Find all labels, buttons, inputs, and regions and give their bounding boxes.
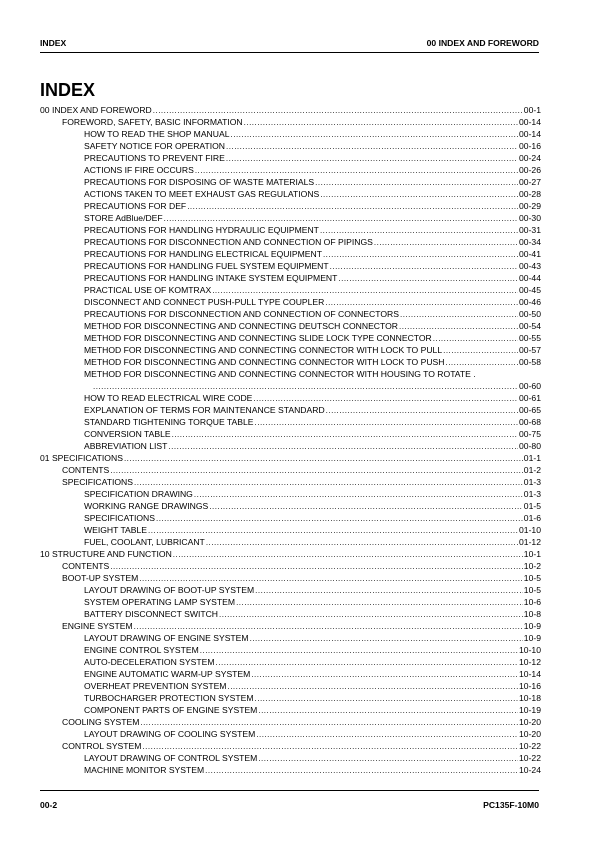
toc-entry-page: 00-28	[519, 188, 541, 199]
dot-leader	[445, 357, 518, 368]
dot-leader	[258, 753, 518, 764]
toc-entry-title: TURBOCHARGER PROTECTION SYSTEM	[84, 692, 254, 703]
toc-entry-page: 00-14	[519, 116, 541, 127]
toc-entry-page: 00-60	[519, 380, 541, 391]
toc-entry[interactable]	[40, 620, 541, 632]
dot-leader	[226, 153, 518, 164]
toc-entry-title: FUEL, COOLANT, LUBRICANT	[84, 536, 205, 547]
toc-entry-page: 00-65	[519, 404, 541, 415]
toc-entry-page: 10-24	[519, 764, 541, 775]
toc-entry-title: HOW TO READ THE SHOP MANUAL	[84, 128, 230, 139]
dot-leader	[194, 489, 523, 500]
toc-entry[interactable]	[40, 128, 541, 140]
toc-entry[interactable]	[40, 764, 541, 776]
dot-leader	[330, 261, 518, 272]
toc-entry-title: ACTIONS IF FIRE OCCURS	[84, 164, 194, 175]
toc-entry[interactable]	[40, 188, 541, 200]
toc-entry-page: 00-43	[519, 260, 541, 271]
toc-entry-page: 00-45	[519, 284, 541, 295]
toc-entry-page: 10-22	[519, 740, 541, 751]
toc-entry[interactable]	[40, 488, 541, 500]
toc-entry[interactable]	[40, 224, 541, 236]
toc-entry-page: 00-54	[519, 320, 541, 331]
dot-leader	[93, 381, 518, 392]
toc-entry-title: PRECAUTIONS FOR DEF	[84, 200, 187, 211]
dot-leader	[433, 333, 518, 344]
toc-entry[interactable]	[40, 596, 541, 608]
toc-entry[interactable]	[40, 476, 541, 488]
dot-leader	[140, 717, 518, 728]
toc-entry-title: ACTIONS TAKEN TO MEET EXHAUST GAS REGULATIONS	[84, 188, 320, 199]
dot-leader	[399, 321, 518, 332]
footer-model-code: PC135F-10M0	[483, 800, 539, 810]
toc-entry[interactable]	[40, 548, 541, 560]
toc-entry-page: 00-58	[519, 356, 541, 367]
dot-leader	[400, 309, 518, 320]
toc-entry[interactable]	[40, 296, 541, 308]
dot-leader	[236, 597, 523, 608]
toc-entry[interactable]	[40, 164, 541, 176]
toc-entry-page: 00-61	[519, 392, 541, 403]
toc-entry-page: 00-1	[523, 104, 541, 115]
dot-leader	[212, 285, 518, 296]
toc-entry-title: LAYOUT DRAWING OF ENGINE SYSTEM	[84, 632, 249, 643]
toc-entry-title: OVERHEAT PREVENTION SYSTEM	[84, 680, 227, 691]
toc-entry-title: ENGINE CONTROL SYSTEM	[84, 644, 199, 655]
header-left: INDEX	[40, 38, 67, 48]
dot-leader	[134, 477, 523, 488]
toc-entry-title: METHOD FOR DISCONNECTING AND CONNECTING CONNECTOR WITH LOCK TO PULL	[84, 344, 443, 355]
toc-entry[interactable]	[40, 716, 541, 728]
toc-entry-page: 10-14	[519, 668, 541, 679]
toc-entry[interactable]	[40, 404, 541, 416]
toc-entry[interactable]	[40, 392, 541, 404]
toc-entry-title: CONTENTS	[62, 464, 110, 475]
toc-entry-title: WEIGHT TABLE	[84, 524, 148, 535]
toc-entry-title: STANDARD TIGHTENING TORQUE TABLE	[84, 416, 254, 427]
dot-leader	[315, 177, 518, 188]
dot-leader	[124, 453, 523, 464]
toc-entry-title: PRACTICAL USE OF KOMTRAX	[84, 284, 212, 295]
toc-entry-title: STORE AdBlue/DEF	[84, 212, 163, 223]
toc-entry[interactable]	[40, 152, 541, 164]
toc-entry-title: COMPONENT PARTS OF ENGINE SYSTEM	[84, 704, 258, 715]
toc-entry-page: 10-8	[523, 608, 541, 619]
dot-leader	[209, 501, 523, 512]
toc-entry[interactable]	[40, 632, 541, 644]
dot-leader	[153, 105, 523, 116]
toc-entry-title: ENGINE AUTOMATIC WARM-UP SYSTEM	[84, 668, 251, 679]
footer-page-number: 00-2	[40, 800, 58, 810]
page-header	[40, 38, 539, 48]
toc-entry-title: PRECAUTIONS FOR HANDLING HYDRAULIC EQUIPMENT	[84, 224, 319, 235]
toc-entry[interactable]	[40, 692, 541, 704]
toc-entry-title: SPECIFICATIONS	[62, 476, 133, 487]
dot-leader	[255, 693, 519, 704]
toc-entry[interactable]	[40, 584, 541, 596]
toc-entry-page: 01-2	[523, 464, 541, 475]
toc-entry[interactable]	[40, 104, 541, 116]
dot-leader	[164, 213, 518, 224]
toc-entry[interactable]	[40, 200, 541, 212]
toc-entry[interactable]	[40, 116, 541, 128]
toc-entry-title: BOOT-UP SYSTEM	[62, 572, 139, 583]
toc-entry-title: 01 SPECIFICATIONS	[40, 452, 123, 463]
toc-entry[interactable]	[40, 248, 541, 260]
toc-entry-title: WORKING RANGE DRAWINGS	[84, 500, 209, 511]
toc-entry-title: METHOD FOR DISCONNECTING AND CONNECTING CONNECTOR WITH LOCK TO PUSH	[84, 356, 445, 367]
toc-entry-title: BATTERY DISCONNECT SWITCH	[84, 608, 219, 619]
toc-entry-title: ENGINE SYSTEM	[62, 620, 133, 631]
toc-entry[interactable]	[40, 572, 541, 584]
toc-entry-page: 10-9	[523, 620, 541, 631]
toc-entry-page: 10-6	[523, 596, 541, 607]
toc-entry-page: 10-12	[519, 656, 541, 667]
toc-entry-title: PRECAUTIONS FOR HANDLING ELECTRICAL EQUIPMENT	[84, 248, 322, 259]
toc-entry-title: FOREWORD, SAFETY, BASIC INFORMATION	[62, 116, 243, 127]
toc-entry-title: SYSTEM OPERATING LAMP SYSTEM	[84, 596, 236, 607]
toc-entry-title: PRECAUTIONS FOR DISPOSING OF WASTE MATERIALS	[84, 176, 315, 187]
toc-entry[interactable]	[40, 668, 541, 680]
dot-leader	[156, 513, 523, 524]
toc-entry-page: 10-19	[519, 704, 541, 715]
toc-entry-title: CONTROL SYSTEM	[62, 740, 142, 751]
toc-entry-page: 01-1	[523, 452, 541, 463]
toc-entry-page: 10-16	[519, 680, 541, 691]
toc-entry[interactable]	[40, 368, 541, 380]
toc-entry-page: 00-80	[519, 440, 541, 451]
dot-leader	[148, 525, 518, 536]
toc-entry[interactable]	[40, 536, 541, 548]
toc-entry-title: SPECIFICATIONS	[84, 512, 155, 523]
toc-entry[interactable]	[40, 344, 541, 356]
table-of-contents	[40, 104, 541, 776]
toc-entry[interactable]	[40, 236, 541, 248]
dot-leader	[253, 393, 518, 404]
toc-entry-title: PRECAUTIONS FOR HANDLING INTAKE SYSTEM EQUIPMENT	[84, 272, 338, 283]
toc-entry[interactable]	[40, 680, 541, 692]
dot-leader	[110, 465, 523, 476]
toc-entry-title: 00 INDEX AND FOREWORD	[40, 104, 152, 115]
toc-entry-page: 00-29	[519, 200, 541, 211]
dot-leader	[231, 129, 519, 140]
toc-entry-title: METHOD FOR DISCONNECTING AND CONNECTING SLIDE LOCK TYPE CONNECTOR	[84, 332, 432, 343]
toc-entry-title: SAFETY NOTICE FOR OPERATION	[84, 140, 226, 151]
toc-entry-title: METHOD FOR DISCONNECTING AND CONNECTING CONNECTOR WITH HOUSING TO ROTATE .	[84, 368, 476, 379]
toc-entry[interactable]	[40, 740, 541, 752]
toc-entry-page: 00-14	[519, 128, 541, 139]
toc-entry[interactable]	[40, 176, 541, 188]
toc-entry-title: AUTO-DECELERATION SYSTEM	[84, 656, 215, 667]
dot-leader	[187, 201, 518, 212]
toc-entry-page: 00-27	[519, 176, 541, 187]
footer-rule	[40, 790, 539, 791]
toc-entry-title: ABBREVIATION LIST	[84, 440, 168, 451]
toc-entry[interactable]	[40, 524, 541, 536]
toc-entry[interactable]	[40, 332, 541, 344]
dot-leader	[134, 621, 523, 632]
toc-entry-page: 01-12	[519, 536, 541, 547]
toc-entry-page: 10-20	[519, 716, 541, 727]
dot-leader	[256, 729, 518, 740]
toc-entry-page: 01-10	[519, 524, 541, 535]
toc-entry-title: SPECIFICATION DRAWING	[84, 488, 193, 499]
toc-entry[interactable]	[40, 644, 541, 656]
toc-entry-title: EXPLANATION OF TERMS FOR MAINTENANCE STANDARD	[84, 404, 325, 415]
dot-leader	[250, 633, 523, 644]
dot-leader	[443, 345, 518, 356]
toc-entry[interactable]	[40, 260, 541, 272]
toc-entry-title: 10 STRUCTURE AND FUNCTION	[40, 548, 172, 559]
toc-entry-title: PRECAUTIONS FOR DISCONNECTION AND CONNECTION OF PIPINGS	[84, 236, 373, 247]
toc-entry-page: 00-34	[519, 236, 541, 247]
dot-leader	[226, 141, 518, 152]
toc-entry[interactable]	[40, 656, 541, 668]
dot-leader	[195, 165, 518, 176]
dot-leader	[110, 561, 523, 572]
toc-entry-title: LAYOUT DRAWING OF BOOT-UP SYSTEM	[84, 584, 255, 595]
toc-entry-title: MACHINE MONITOR SYSTEM	[84, 764, 205, 775]
toc-entry[interactable]	[40, 284, 541, 296]
toc-entry[interactable]	[40, 380, 541, 392]
toc-entry-page: 10-10	[519, 644, 541, 655]
dot-leader	[258, 705, 518, 716]
toc-entry[interactable]	[40, 428, 541, 440]
toc-entry[interactable]	[40, 452, 541, 464]
toc-entry-page: 10-20	[519, 728, 541, 739]
toc-entry-page: 00-31	[519, 224, 541, 235]
dot-leader	[255, 417, 519, 428]
toc-entry[interactable]	[40, 608, 541, 620]
toc-entry[interactable]	[40, 752, 541, 764]
toc-entry[interactable]	[40, 320, 541, 332]
toc-entry-page: 00-24	[519, 152, 541, 163]
toc-entry[interactable]	[40, 308, 541, 320]
toc-entry-page: 10-9	[523, 632, 541, 643]
toc-entry-page: 00-46	[519, 296, 541, 307]
toc-entry[interactable]	[40, 440, 541, 452]
dot-leader	[255, 585, 523, 596]
toc-entry[interactable]	[40, 140, 541, 152]
toc-entry-title: CONTENTS	[62, 560, 110, 571]
toc-entry-title: METHOD FOR DISCONNECTING AND CONNECTING DEUTSCH CONNECTOR	[84, 320, 398, 331]
toc-entry-page: 10-5	[523, 572, 541, 583]
toc-entry-page: 00-41	[519, 248, 541, 259]
toc-entry-title: LAYOUT DRAWING OF CONTROL SYSTEM	[84, 752, 258, 763]
toc-entry[interactable]	[40, 212, 541, 224]
toc-entry[interactable]	[40, 416, 541, 428]
toc-entry-page: 00-68	[519, 416, 541, 427]
toc-entry[interactable]	[40, 560, 541, 572]
dot-leader	[323, 249, 518, 260]
toc-entry-page: 01-3	[523, 488, 541, 499]
dot-leader	[172, 429, 518, 440]
toc-entry-title: CONVERSION TABLE	[84, 428, 171, 439]
dot-leader	[173, 549, 523, 560]
dot-leader	[142, 741, 518, 752]
page-title: INDEX	[40, 80, 96, 100]
dot-leader	[374, 237, 518, 248]
toc-entry-title: PRECAUTIONS TO PREVENT FIRE	[84, 152, 225, 163]
toc-entry-page: 00-50	[519, 308, 541, 319]
toc-entry[interactable]	[40, 272, 541, 284]
toc-entry-page: 01-6	[523, 512, 541, 523]
header-rule	[40, 52, 539, 53]
toc-entry-page: 00-16	[519, 140, 541, 151]
toc-entry[interactable]	[40, 356, 541, 368]
toc-entry-page: 01-5	[523, 500, 541, 511]
toc-entry[interactable]	[40, 704, 541, 716]
toc-entry-page: 00-30	[519, 212, 541, 223]
dot-leader	[251, 669, 518, 680]
header-right: 00 INDEX AND FOREWORD	[426, 38, 539, 48]
dot-leader	[219, 609, 523, 620]
toc-entry-page: 10-2	[523, 560, 541, 571]
dot-leader	[168, 441, 518, 452]
toc-entry-page: 00-75	[519, 428, 541, 439]
toc-entry-page: 00-55	[519, 332, 541, 343]
dot-leader	[205, 765, 518, 776]
toc-entry[interactable]	[40, 512, 541, 524]
dot-leader	[320, 225, 518, 236]
dot-leader	[326, 405, 518, 416]
toc-entry[interactable]	[40, 500, 541, 512]
dot-leader	[325, 297, 518, 308]
toc-entry-page: 00-26	[519, 164, 541, 175]
toc-entry-page: 10-5	[523, 584, 541, 595]
toc-entry-title: HOW TO READ ELECTRICAL WIRE CODE	[84, 392, 253, 403]
dot-leader	[200, 645, 518, 656]
toc-entry[interactable]	[40, 728, 541, 740]
toc-entry[interactable]	[40, 464, 541, 476]
dot-leader	[244, 117, 518, 128]
toc-entry-page: 10-22	[519, 752, 541, 763]
toc-entry-page: 10-18	[519, 692, 541, 703]
page-footer	[40, 800, 539, 810]
toc-entry-title: PRECAUTIONS FOR HANDLING FUEL SYSTEM EQUIPMENT	[84, 260, 329, 271]
dot-leader	[320, 189, 518, 200]
dot-leader	[338, 273, 518, 284]
dot-leader	[139, 573, 523, 584]
toc-entry-page: 00-57	[519, 344, 541, 355]
dot-leader	[206, 537, 518, 548]
toc-entry-title: LAYOUT DRAWING OF COOLING SYSTEM	[84, 728, 256, 739]
toc-entry-title: COOLING SYSTEM	[62, 716, 140, 727]
toc-entry-page: 10-1	[523, 548, 541, 559]
toc-entry-page: 01-3	[523, 476, 541, 487]
toc-entry-page: 00-44	[519, 272, 541, 283]
dot-leader	[216, 657, 518, 668]
dot-leader	[227, 681, 518, 692]
toc-entry-title: PRECAUTIONS FOR DISCONNECTION AND CONNECTION OF CONNECTORS	[84, 308, 399, 319]
toc-entry-title: DISCONNECT AND CONNECT PUSH-PULL TYPE COUPLER	[84, 296, 325, 307]
